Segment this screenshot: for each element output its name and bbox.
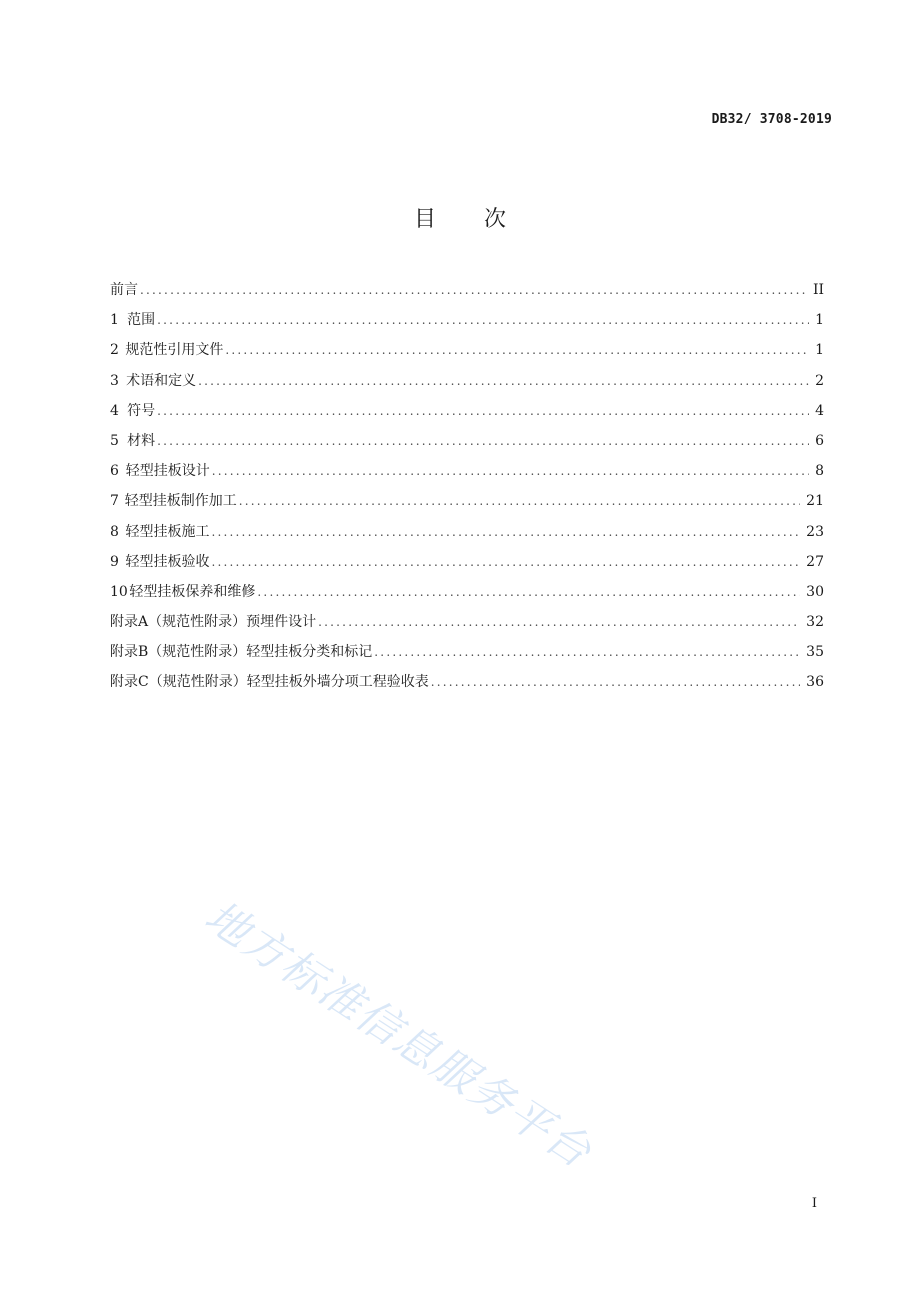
toc-entry-label: 预埋件设计 [246,614,317,631]
toc-entry-label: 范围 [127,312,156,329]
toc-entry-label: 轻型挂板外墙分项工程验收表 [246,674,429,691]
toc-entry-design[interactable] [110,460,824,490]
toc-entry-label: 前言 [110,282,138,298]
toc-entry-page: 1 [815,342,824,359]
document-code: DB32/ 3708-2019 [711,112,832,127]
toc-entry-label: 术语和定义 [126,372,197,389]
toc-entry-number: 附录B（规范性附录） [110,644,247,661]
toc-entry-page: 21 [806,493,824,510]
toc-entry-number: 9 [110,553,119,570]
toc-leader-dots [140,283,807,297]
toc-entry-page: 35 [806,644,824,661]
toc-entry-label: 轻型挂板保养和维修 [129,583,256,600]
toc-entry-number: 10 [110,583,128,600]
toc-entry-page: 23 [806,523,824,540]
toc-entry-page: 32 [806,614,824,631]
toc-leader-dots [374,645,800,659]
toc-entry-label: 轻型挂板分类和标记 [246,644,373,661]
toc-entry-page: 2 [815,372,824,389]
toc-entry-label: 轻型挂板制作加工 [124,493,237,510]
toc-leader-dots [225,343,809,357]
toc-entry-number: 4 [110,402,119,419]
toc-entry-page: 30 [806,583,824,600]
toc-entry-scope[interactable] [110,309,824,339]
toc-leader-dots [157,313,809,327]
toc-leader-dots [212,464,809,478]
toc-entry-page: 6 [815,432,824,449]
page-numeral: I [811,1196,817,1211]
toc-entry-number: 2 [110,342,119,359]
toc-entry-appendix-b[interactable] [110,641,824,671]
toc-entry-label: 轻型挂板施工 [125,523,210,540]
toc-leader-dots [431,675,800,689]
toc-entry-label: 规范性引用文件 [125,342,224,359]
toc-entry-maintenance[interactable] [110,581,824,611]
toc-entry-number: 5 [110,432,119,449]
toc-leader-dots [211,555,800,569]
toc-leader-dots [239,494,800,508]
toc-entry-label: 轻型挂板设计 [125,463,210,480]
toc-leader-dots [157,434,809,448]
toc-entry-acceptance[interactable] [110,551,824,581]
toc-leader-dots [257,585,800,599]
toc-entry-foreword[interactable] [110,279,824,309]
toc-entry-number: 3 [110,372,119,389]
toc-entry-fabrication[interactable] [110,490,824,520]
toc-leader-dots [211,525,800,539]
toc-entry-page: 1 [815,312,824,329]
toc-entry-number: 8 [110,523,119,540]
toc-entry-appendix-a[interactable] [110,611,824,641]
toc-heading: 目次 [413,207,554,232]
table-of-contents [110,279,824,702]
toc-entry-construction[interactable] [110,521,824,551]
toc-entry-symbols[interactable] [110,400,824,430]
toc-entry-normative-references[interactable] [110,339,824,369]
toc-entry-label: 轻型挂板验收 [125,553,210,570]
toc-entry-number: 6 [110,463,119,480]
toc-entry-label: 符号 [127,402,156,419]
toc-entry-page: 4 [815,402,824,419]
toc-leader-dots [318,615,800,629]
toc-entry-appendix-c[interactable] [110,671,824,701]
toc-entry-page: 8 [815,463,824,480]
toc-entry-page: II [812,282,824,298]
toc-entry-terms-definitions[interactable] [110,370,824,400]
toc-entry-number: 1 [110,312,119,329]
toc-entry-materials[interactable] [110,430,824,460]
toc-entry-number: 7 [110,493,119,510]
toc-leader-dots [157,404,809,418]
toc-entry-label: 材料 [127,432,156,449]
watermark: 地方标准信息服务平台 [195,891,601,1179]
toc-entry-page: 36 [806,674,824,691]
toc-entry-number: 附录A（规范性附录） [110,614,247,631]
toc-leader-dots [198,374,809,388]
toc-entry-page: 27 [806,553,824,570]
toc-entry-number: 附录C（规范性附录） [110,674,247,691]
